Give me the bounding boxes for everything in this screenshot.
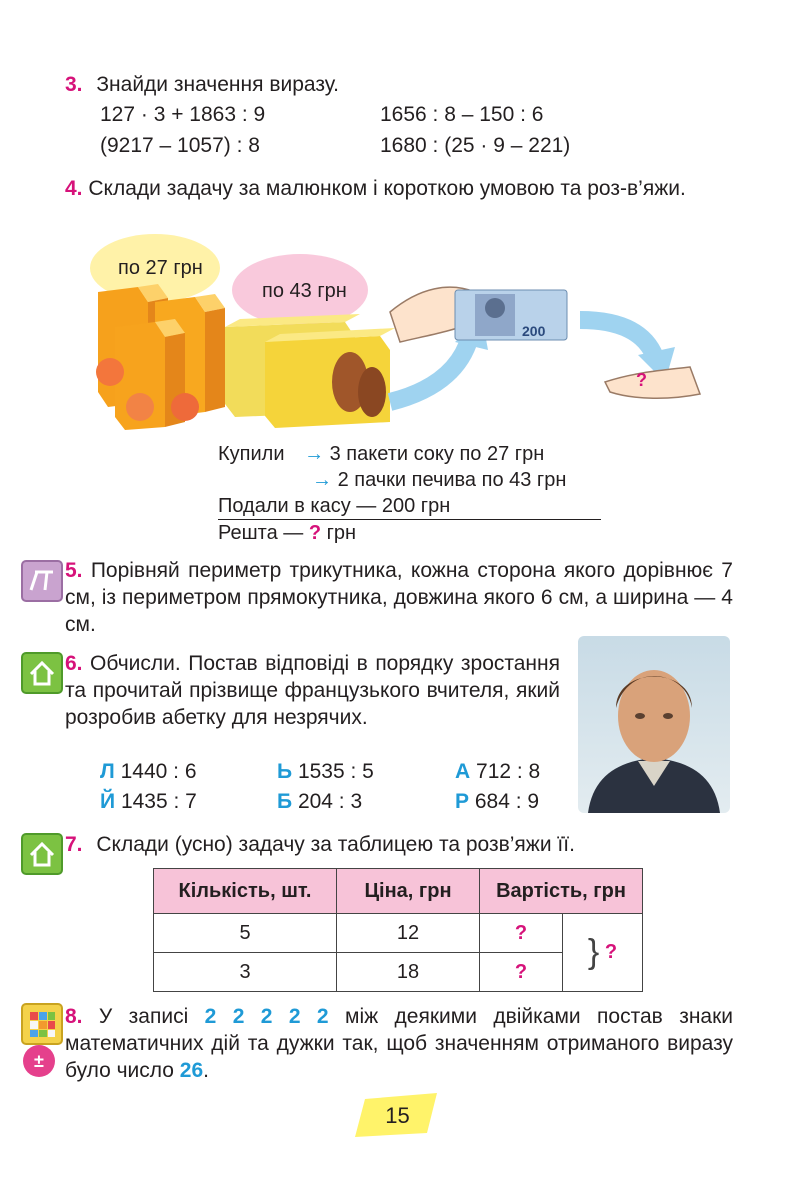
table-cell: ? <box>480 953 563 992</box>
task-number: 4. <box>65 177 83 200</box>
arrow-right-icon: → <box>304 443 325 465</box>
condition-label: Купили <box>218 443 285 465</box>
expression: (9217 – 1057) : 8 <box>100 134 260 157</box>
task-4-condition <box>218 441 618 546</box>
task-text: У записі <box>98 1005 189 1028</box>
letter: Б <box>277 790 293 813</box>
cookie-price-label: по 43 грн <box>262 280 347 302</box>
expression: 1680 : (25 · 9 – 221) <box>380 134 571 157</box>
task-text: Порівняй периметр трикутника, кожна сторона якого дорівнює 7 см, із периметром прямокутника, довжина якого 6 см, а ширина — 4 см. <box>65 559 733 636</box>
task-8-text <box>65 1003 733 1084</box>
task-number: 7. <box>65 833 83 856</box>
task-6-text <box>65 650 560 731</box>
total-question-mark: ? <box>604 940 618 963</box>
page-number: 15 <box>385 1103 410 1128</box>
letter: Л <box>100 760 115 783</box>
task-text: Обчисли. Постав відповіді в порядку зростання та прочитай прізвище французького вчителя, який розробив абетку для незрячих. <box>65 652 560 729</box>
expression: 204 : 3 <box>297 790 363 813</box>
task-7-table <box>153 868 643 992</box>
portrait-image <box>578 636 730 813</box>
task-number: 8. <box>65 1005 83 1028</box>
exercise-item <box>455 790 539 814</box>
letter: Ь <box>277 760 293 783</box>
condition-line: Подали в касу — 200 грн <box>218 495 451 517</box>
letter: Р <box>455 790 470 813</box>
expression: 684 : 9 <box>474 790 540 813</box>
exercise-item <box>100 790 197 814</box>
home-icon <box>21 652 63 694</box>
column-header: Кількість, шт. <box>154 869 337 914</box>
expression: 1440 : 6 <box>120 760 197 783</box>
task-4-text <box>65 175 733 202</box>
cookie-boxes-image <box>225 314 395 428</box>
question-mark: ? <box>308 522 322 544</box>
target-number: 26 <box>179 1059 204 1082</box>
total-cell: } ? <box>563 914 643 992</box>
expression: 712 : 8 <box>476 760 541 783</box>
task-5-text <box>65 557 733 638</box>
expression: 1435 : 7 <box>120 790 197 813</box>
table-cell: 18 <box>337 953 480 992</box>
expression: 1535 : 5 <box>297 760 374 783</box>
table-header-row <box>154 869 643 914</box>
change-question-mark: ? <box>636 370 647 390</box>
expression: 1656 : 8 – 150 : 6 <box>380 103 544 126</box>
expression: 127 · 3 + 1863 : 9 <box>100 103 266 126</box>
table-cell: 12 <box>337 914 480 953</box>
home-icon <box>21 833 63 875</box>
task-number: 5. <box>65 559 83 582</box>
plus-minus-icon: ± <box>23 1045 55 1077</box>
column-header: Вартість, грн <box>480 869 643 914</box>
task-number: 6. <box>65 652 83 675</box>
task-title: Знайди значення виразу. <box>96 73 339 96</box>
task-3 <box>65 73 745 161</box>
task-text: Склади (усно) задачу за таблицею та розв’яжи її. <box>96 833 575 856</box>
task-text-end: . <box>203 1059 209 1082</box>
table-cell: 5 <box>154 914 337 953</box>
exercise-item <box>277 790 362 814</box>
task-7-text <box>65 833 733 857</box>
banknote-value: 200 <box>522 323 546 339</box>
juice-price-label: по 27 грн <box>118 257 203 279</box>
table-cell: ? <box>480 914 563 953</box>
rubiks-cube-icon <box>21 1003 63 1045</box>
task-text: Склади задачу за малюнком і короткою умовою та роз-в’яжи. <box>88 177 686 200</box>
letter: А <box>455 760 471 783</box>
condition-line: 2 пачки печива по 43 грн <box>337 469 567 491</box>
exercise-item <box>455 760 540 784</box>
task-text: між деякими двійками постав знаки математичних дій та дужки так, щоб значенням отриманого виразу було число <box>65 1005 734 1082</box>
condition-line: Решта — <box>218 522 304 544</box>
condition-line: грн <box>326 522 357 544</box>
column-header: Ціна, грн <box>337 869 480 914</box>
task-number: 3. <box>65 73 83 96</box>
table-cell: 3 <box>154 953 337 992</box>
page-number-badge <box>355 1093 440 1137</box>
task-6-exercises <box>100 760 560 820</box>
condition-line: 3 пакети соку по 27 грн <box>329 443 545 465</box>
arrow-right-icon: → <box>312 469 332 491</box>
juice-boxes-image <box>96 284 225 430</box>
exercise-item <box>100 760 197 784</box>
geometry-icon <box>21 560 63 602</box>
banknote-image <box>455 290 567 340</box>
digits-sequence: 2 2 2 2 2 <box>204 1005 329 1028</box>
exercise-item <box>277 760 374 784</box>
table-row <box>154 914 643 953</box>
letter: Й <box>100 790 116 813</box>
